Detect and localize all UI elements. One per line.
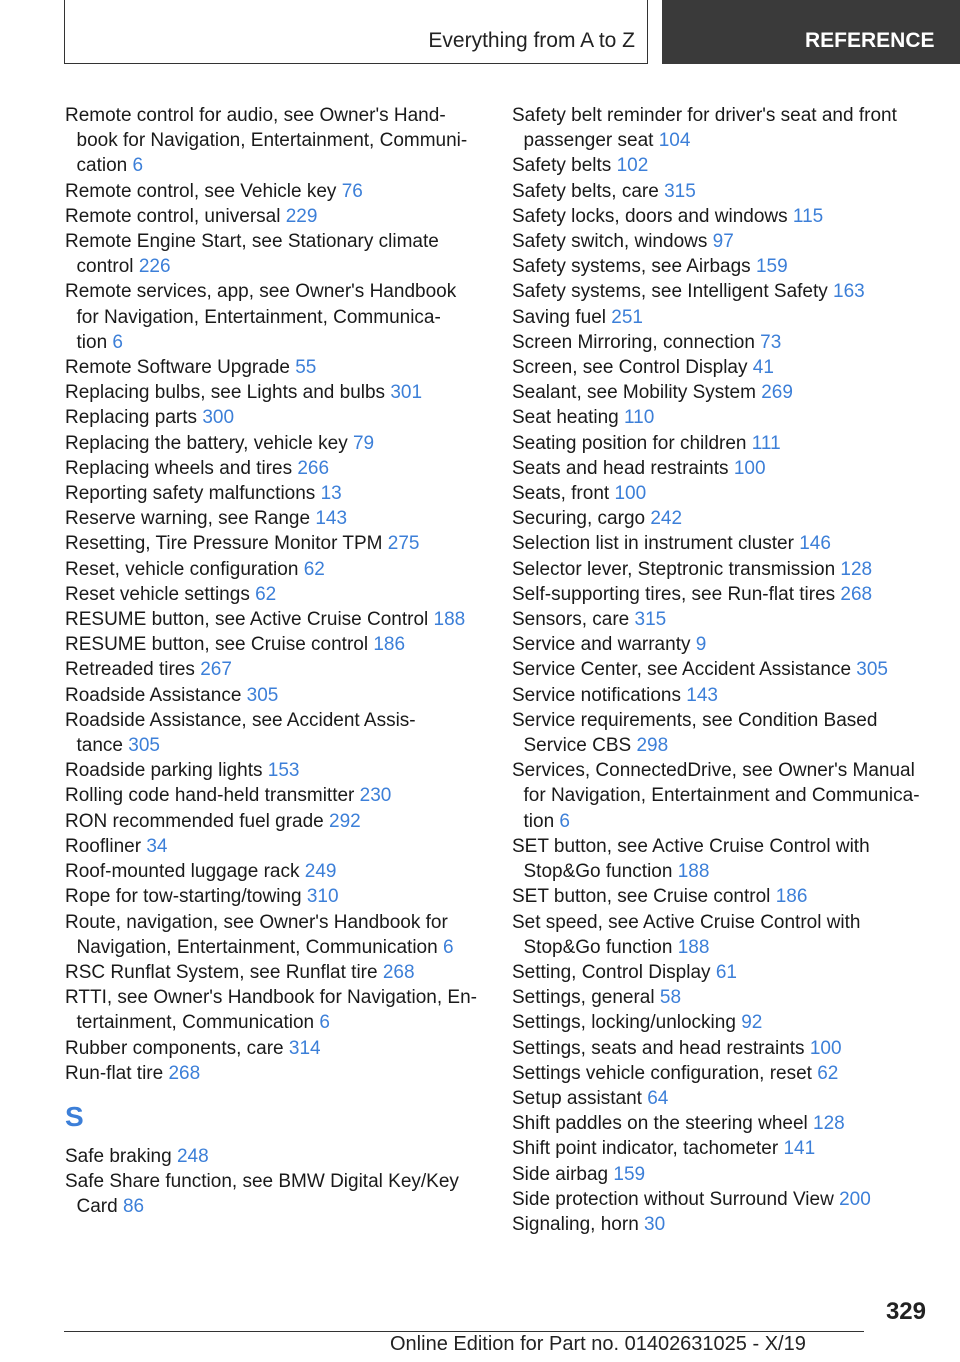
index-entry-continuation <box>65 305 485 330</box>
page-reference-link[interactable]: 64 <box>647 1087 669 1109</box>
page-reference-link[interactable]: 97 <box>712 231 734 253</box>
page-reference-link[interactable]: 163 <box>833 281 865 303</box>
index-entry <box>65 204 485 229</box>
index-entry <box>512 758 932 783</box>
index-entry <box>65 607 485 632</box>
footer-divider <box>64 1331 864 1332</box>
index-entry <box>512 884 932 909</box>
entry-text: Shift point indicator, tachometer <box>512 1138 779 1160</box>
page-reference-link[interactable]: 266 <box>297 457 330 479</box>
entry-text: passenger seat <box>523 130 654 152</box>
entry-text: RESUME button, see Cruise control <box>65 634 369 656</box>
page-reference-link[interactable]: 30 <box>644 1213 666 1235</box>
entry-text: Safety belts, care <box>512 180 659 202</box>
page-reference-link[interactable]: 275 <box>387 533 420 555</box>
entry-text: Reset vehicle settings <box>65 583 250 605</box>
page-reference-link[interactable]: 301 <box>390 382 423 404</box>
entry-text: Side airbag <box>512 1163 609 1185</box>
entry-text: Settings vehicle configuration, reset <box>512 1062 812 1084</box>
index-entry <box>512 254 932 279</box>
page-reference-link[interactable]: 62 <box>817 1062 839 1084</box>
index-entry <box>65 783 485 808</box>
page-reference-link[interactable]: 6 <box>559 810 570 832</box>
page-reference-link[interactable]: 251 <box>611 306 643 328</box>
page-reference-link[interactable]: 268 <box>168 1062 201 1084</box>
index-entry <box>512 1187 932 1212</box>
entry-text: Roadside Assistance <box>65 684 242 706</box>
index-entry <box>65 758 485 783</box>
entry-text: for Navigation, Entertainment and Communica‐ <box>523 785 920 807</box>
index-entry <box>512 557 932 582</box>
index-entry <box>65 531 485 556</box>
index-entry <box>512 1162 932 1187</box>
entry-text: Resetting, Tire Pressure Monitor TPM <box>65 533 383 555</box>
page-reference-link[interactable]: 305 <box>128 735 160 757</box>
entry-text: Screen, see Control Display <box>512 357 748 379</box>
index-entry-continuation <box>65 1010 485 1035</box>
entry-text: Signaling, horn <box>512 1213 639 1235</box>
entry-text: Saving fuel <box>512 306 607 328</box>
page-reference-link[interactable]: 61 <box>715 961 737 983</box>
entry-text: SET button, see Active Cruise Control with <box>512 835 870 857</box>
page-reference-link[interactable]: 305 <box>856 659 888 681</box>
index-entry <box>65 456 485 481</box>
entry-text: Replacing wheels and tires <box>65 457 293 479</box>
index-entry <box>512 179 932 204</box>
entry-text: Safety locks, doors and windows <box>512 205 788 227</box>
index-entry <box>512 355 932 380</box>
page-reference-link[interactable]: 76 <box>341 180 363 202</box>
index-entry <box>512 632 932 657</box>
index-entry <box>65 859 485 884</box>
index-entry <box>65 1169 485 1194</box>
index-entry <box>512 1010 932 1035</box>
page-reference-link[interactable]: 79 <box>352 432 375 454</box>
index-entry <box>65 632 485 657</box>
index-entry <box>512 330 932 355</box>
index-list-s-right <box>512 103 932 1237</box>
index-entry <box>65 683 485 708</box>
page-reference-link[interactable]: 104 <box>658 130 691 152</box>
index-entry <box>512 1212 932 1237</box>
entry-text: RESUME button, see Active Cruise Control <box>65 609 429 631</box>
page-reference-link[interactable]: 34 <box>146 835 168 857</box>
entry-text: Selector lever, Steptronic transmission <box>512 558 836 580</box>
page-reference-link[interactable]: 73 <box>760 331 782 353</box>
index-entry <box>512 229 932 254</box>
entry-text: Service and warranty <box>512 634 691 656</box>
index-entry <box>512 153 932 178</box>
entry-text: Roadside Assistance, see Accident Assis‐ <box>65 709 416 731</box>
index-entry-continuation <box>65 733 485 758</box>
page-reference-link[interactable]: 13 <box>320 483 342 505</box>
entry-text: Sensors, care <box>512 609 630 631</box>
entry-text: Safety systems, see Intelligent Safety <box>512 281 828 303</box>
index-entry <box>65 481 485 506</box>
entry-text: Remote control for audio, see Owner's Hand‐ <box>65 105 446 126</box>
page-reference-link[interactable]: 242 <box>650 508 683 530</box>
index-entry <box>512 1111 932 1136</box>
page-reference-link[interactable]: 100 <box>614 483 647 505</box>
entry-text: Roof-mounted luggage rack <box>65 861 300 883</box>
index-list-r <box>65 103 485 1086</box>
page-reference-link[interactable]: 230 <box>359 785 392 807</box>
index-entry <box>65 355 485 380</box>
index-entry <box>65 229 485 254</box>
entry-text: tance <box>76 735 123 757</box>
index-entry-continuation <box>512 128 932 153</box>
entry-text: book for Navigation, Entertainment, Communi‐ <box>76 130 468 152</box>
footer-edition: Online Edition for Part no. 01402631025 - X/19 <box>390 1333 806 1355</box>
page-reference-link[interactable]: 267 <box>200 659 232 681</box>
page-reference-link[interactable]: 269 <box>761 382 793 404</box>
entry-text: Set speed, see Active Cruise Control with <box>512 911 861 933</box>
entry-text: Selection list in instrument cluster <box>512 533 794 555</box>
entry-text: Roofliner <box>65 835 142 857</box>
index-column-right <box>512 103 932 1237</box>
entry-text: Card <box>76 1196 118 1218</box>
entry-text: SET button, see Cruise control <box>512 886 771 908</box>
entry-text: Remote control, see Vehicle key <box>65 180 337 202</box>
page-reference-link[interactable]: 159 <box>755 256 788 278</box>
entry-text: Roadside parking lights <box>65 760 263 782</box>
page-reference-link[interactable]: 110 <box>623 407 655 429</box>
index-entry <box>512 582 932 607</box>
index-entry <box>512 204 932 229</box>
entry-text: Service CBS <box>523 735 632 757</box>
page-reference-link[interactable]: 143 <box>315 508 348 530</box>
page-reference-link[interactable]: 315 <box>664 180 696 202</box>
entry-text: Safe Share function, see BMW Digital Key/Key <box>65 1171 459 1193</box>
page-reference-link[interactable]: 292 <box>329 810 361 832</box>
entry-text: Setup assistant <box>512 1087 642 1109</box>
index-entry <box>512 506 932 531</box>
page-reference-link[interactable]: 188 <box>433 609 466 631</box>
index-entry <box>512 481 932 506</box>
header-title-box <box>64 0 648 64</box>
entry-text: tion <box>76 331 108 353</box>
index-entry <box>512 1136 932 1161</box>
entry-text: Navigation, Entertainment, Communication <box>76 936 438 958</box>
index-entry <box>65 834 485 859</box>
page-reference-link[interactable]: 55 <box>295 357 317 379</box>
entry-text: for Navigation, Entertainment, Communica‐ <box>76 306 441 328</box>
index-entry <box>512 456 932 481</box>
entry-text: Settings, locking/unlocking <box>512 1012 736 1034</box>
index-list-s-left <box>65 1144 485 1220</box>
index-entry <box>65 1061 485 1086</box>
index-entry <box>512 305 932 330</box>
entry-text: Rolling code hand-held transmitter <box>65 785 355 807</box>
index-entry <box>65 985 485 1010</box>
entry-text: Securing, cargo <box>512 508 646 530</box>
index-entry-continuation <box>65 1194 485 1219</box>
index-entry <box>512 531 932 556</box>
entry-text: Safety belt reminder for driver's seat and front <box>512 105 897 126</box>
entry-text: Side protection without Surround View <box>512 1188 834 1210</box>
page-reference-link[interactable]: 153 <box>267 760 300 782</box>
index-entry <box>512 607 932 632</box>
page-reference-link[interactable]: 268 <box>382 961 415 983</box>
entry-text: Settings, seats and head restraints <box>512 1037 805 1059</box>
index-entry <box>65 506 485 531</box>
index-entry-continuation <box>512 809 932 834</box>
index-entry <box>65 431 485 456</box>
index-entry <box>512 834 932 859</box>
page-reference-link[interactable]: 143 <box>686 684 718 706</box>
index-entry-continuation <box>65 254 485 279</box>
index-entry <box>512 657 932 682</box>
index-entry-continuation <box>65 330 485 355</box>
entry-text: Route, navigation, see Owner's Handbook for <box>65 911 448 933</box>
entry-text: Replacing parts <box>65 407 198 429</box>
page-reference-link[interactable]: 115 <box>792 205 824 227</box>
header-section-label: REFERENCE <box>805 29 935 52</box>
page-reference-link[interactable]: 62 <box>303 558 325 580</box>
index-entry <box>512 103 932 128</box>
page-reference-link[interactable]: 159 <box>613 1163 646 1185</box>
entry-text: Screen Mirroring, connection <box>512 331 755 353</box>
page-reference-link[interactable]: 100 <box>733 457 766 479</box>
entry-text: Replacing bulbs, see Lights and bulbs <box>65 382 386 404</box>
entry-text: Service notifications <box>512 684 681 706</box>
index-entry <box>65 657 485 682</box>
index-entry <box>512 1061 932 1086</box>
index-entry <box>512 683 932 708</box>
page-reference-link[interactable]: 248 <box>176 1145 209 1167</box>
index-entry-continuation <box>65 153 485 178</box>
section-letter: S <box>65 1100 84 1132</box>
index-entry <box>65 103 485 128</box>
entry-text: RSC Runflat System, see Runflat tire <box>65 961 378 983</box>
page-reference-link[interactable]: 249 <box>304 861 337 883</box>
index-entry-continuation <box>65 935 485 960</box>
entry-text: Service Center, see Accident Assistance <box>512 659 852 681</box>
entry-text: Safe braking <box>65 1145 172 1167</box>
index-entry <box>512 1086 932 1111</box>
page-reference-link[interactable]: 229 <box>285 205 318 227</box>
index-entry <box>65 1144 485 1169</box>
index-entry <box>512 380 932 405</box>
page-reference-link[interactable]: 314 <box>288 1037 321 1059</box>
entry-text: Safety belts <box>512 155 612 177</box>
entry-text: control <box>76 256 134 278</box>
entry-text: Seats, front <box>512 483 610 505</box>
entry-text: Reporting safety malfunctions <box>65 483 316 505</box>
page-reference-link[interactable]: 86 <box>122 1196 145 1218</box>
entry-text: Shift paddles on the steering wheel <box>512 1113 808 1135</box>
page-reference-link[interactable]: 6 <box>442 936 454 958</box>
entry-text: cation <box>76 155 128 177</box>
index-entry <box>65 380 485 405</box>
page-reference-link[interactable]: 300 <box>202 407 235 429</box>
entry-text: Stop&Go function <box>523 861 673 883</box>
index-entry-continuation <box>65 128 485 153</box>
index-entry <box>65 960 485 985</box>
entry-text: Safety systems, see Airbags <box>512 256 751 278</box>
page-reference-link[interactable]: 41 <box>752 357 774 379</box>
entry-text: Settings, general <box>512 987 655 1009</box>
index-entry <box>512 960 932 985</box>
page-reference-link[interactable]: 315 <box>634 609 667 631</box>
page-reference-link[interactable]: 128 <box>813 1113 845 1135</box>
page-reference-link[interactable]: 186 <box>373 634 406 656</box>
page-reference-link[interactable]: 141 <box>783 1138 816 1160</box>
index-entry <box>512 431 932 456</box>
entry-text: Setting, Control Display <box>512 961 711 983</box>
index-entry <box>65 557 485 582</box>
entry-text: RTTI, see Owner's Handbook for Navigation, En‐ <box>65 987 477 1009</box>
index-entry <box>65 708 485 733</box>
page-reference-link[interactable]: 268 <box>840 583 873 605</box>
entry-text: Remote control, universal <box>65 205 281 227</box>
page-reference-link[interactable]: 226 <box>138 256 171 278</box>
index-column-left <box>65 103 485 1220</box>
index-entry <box>512 279 932 304</box>
index-entry-continuation <box>512 783 932 808</box>
index-entry <box>512 985 932 1010</box>
entry-text: Remote services, app, see Owner's Handbook <box>65 281 457 303</box>
page-reference-link[interactable]: 128 <box>840 558 873 580</box>
entry-text: tertainment, Communication <box>76 1012 315 1034</box>
entry-text: Run-flat tire <box>65 1062 164 1084</box>
header-section-tab <box>662 0 960 64</box>
page-reference-link[interactable]: 200 <box>839 1188 871 1210</box>
page-reference-link[interactable]: 9 <box>695 634 707 656</box>
entry-text: tion <box>523 810 555 832</box>
index-entry-continuation <box>512 733 932 758</box>
index-entry-continuation <box>512 935 932 960</box>
page-reference-link[interactable]: 146 <box>799 533 831 555</box>
page-reference-link[interactable]: 186 <box>775 886 808 908</box>
entry-text: Service requirements, see Condition Based <box>512 709 878 731</box>
page-reference-link[interactable]: 188 <box>677 936 710 958</box>
entry-text: Replacing the battery, vehicle key <box>65 432 348 454</box>
page-number: 329 <box>885 1298 926 1325</box>
page-reference-link[interactable]: 102 <box>616 155 649 177</box>
entry-text: Retreaded tires <box>65 659 195 681</box>
page-reference-link[interactable]: 188 <box>677 861 710 883</box>
index-entry-continuation <box>512 859 932 884</box>
entry-text: Seating position for children <box>512 432 747 454</box>
page-reference-link[interactable]: 305 <box>246 684 279 706</box>
index-entry <box>512 708 932 733</box>
entry-text: Seat heating <box>512 407 619 429</box>
header-title: Everything from A to Z <box>428 29 635 52</box>
index-entry <box>65 910 485 935</box>
entry-text: Remote Software Upgrade <box>65 357 290 379</box>
page-reference-link[interactable]: 92 <box>741 1012 763 1034</box>
entry-text: RON recommended fuel grade <box>65 810 324 832</box>
page-reference-link[interactable]: 6 <box>132 155 144 177</box>
page-reference-link[interactable]: 310 <box>306 886 339 908</box>
index-entry <box>65 279 485 304</box>
index-entry <box>65 582 485 607</box>
entry-text: Rope for tow-starting/towing <box>65 886 302 908</box>
page-reference-link[interactable]: 100 <box>809 1037 842 1059</box>
index-entry <box>65 809 485 834</box>
index-entry <box>65 884 485 909</box>
entry-text: Sealant, see Mobility System <box>512 382 756 404</box>
entry-text: Reset, vehicle configuration <box>65 558 299 580</box>
entry-text: Reserve warning, see Range <box>65 508 311 530</box>
entry-text: Self-supporting tires, see Run-flat tires <box>512 583 836 605</box>
index-entry <box>65 405 485 430</box>
index-entry <box>65 1036 485 1061</box>
entry-text: Remote Engine Start, see Stationary climate <box>65 231 439 253</box>
page-reference-link[interactable]: 6 <box>112 331 123 353</box>
entry-text: Stop&Go function <box>523 936 673 958</box>
entry-text: Seats and head restraints <box>512 457 729 479</box>
page-reference-link[interactable]: 62 <box>255 583 277 605</box>
index-entry <box>65 179 485 204</box>
index-entry <box>512 910 932 935</box>
entry-text: Safety switch, windows <box>512 231 708 253</box>
entry-text: Rubber components, care <box>65 1037 284 1059</box>
index-entry <box>512 1036 932 1061</box>
page-reference-link[interactable]: 298 <box>636 735 669 757</box>
entry-text: Services, ConnectedDrive, see Owner's Manual <box>512 760 915 782</box>
page-reference-link[interactable]: 6 <box>319 1012 330 1034</box>
page-reference-link[interactable]: 58 <box>659 987 682 1009</box>
index-entry <box>512 405 932 430</box>
page-reference-link[interactable]: 111 <box>751 432 781 454</box>
